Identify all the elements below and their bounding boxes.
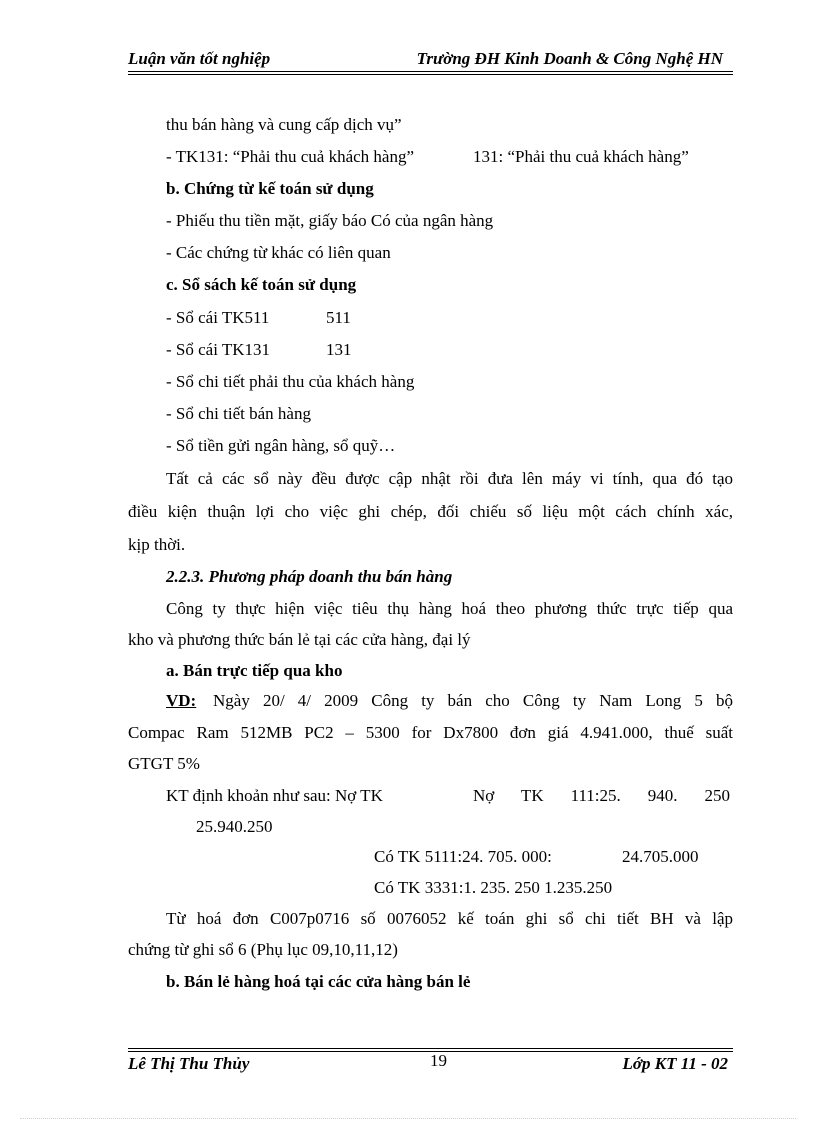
header-university: Trường ĐH Kinh Doanh & Công Nghệ HN [416, 49, 723, 68]
paragraph-line: kho và phương thức bán lẻ tại các cửa hàng, đại lý [128, 630, 471, 649]
body-line: - Phiếu thu tiền mặt, giấy báo Có của ngân hàng [166, 211, 494, 230]
paragraph-line: chứng từ ghi sổ 6 (Phụ lục 09,10,11,12) [128, 940, 398, 959]
subheading: c. Sổ sách kế toán sử dụng [166, 275, 357, 294]
journal-entry-debit: Nợ TK 111:25. 940. 250 [473, 786, 730, 805]
subheading: a. Bán trực tiếp qua kho [166, 661, 343, 680]
paragraph-line: Tất cả các sổ này đều được cập nhật rồi đưa lên máy vi tính, qua đó tạo [166, 469, 733, 488]
header-rule [128, 71, 733, 72]
example-line: Ngày 20/ 4/ 2009 Công ty bán cho Công ty Nam Long 5 bộ [213, 691, 733, 710]
journal-entry-credit-value: 24.705.000 [622, 847, 699, 866]
page-number: 19 [430, 1051, 447, 1070]
example-line: GTGT 5% [128, 754, 200, 773]
body-line: - Sổ cái TK511 [166, 308, 270, 327]
footer-author: Lê Thị Thu Thủy [128, 1054, 250, 1073]
body-line: 511 [326, 308, 351, 327]
body-line: - Sổ tiền gửi ngân hàng, sổ quỹ… [166, 436, 396, 455]
body-line: - Sổ chi tiết bán hàng [166, 404, 311, 423]
body-line: - TK131: “Phải thu cuả khách hàng” [166, 147, 415, 166]
subheading: b. Chứng từ kế toán sử dụng [166, 179, 374, 198]
example-line: Compac Ram 512MB PC2 – 5300 for Dx7800 đơn giá 4.941.000, thuế suất [128, 723, 733, 742]
paragraph-line: Từ hoá đơn C007p0716 số 0076052 kế toán ghi sổ chi tiết BH và lập [166, 909, 733, 928]
page-edge [20, 1118, 796, 1119]
footer-rule [128, 1048, 733, 1049]
footer-class: Lớp KT 11 - 02 [622, 1054, 728, 1073]
section-heading: 2.2.3. Phương pháp doanh thu bán hàng [166, 567, 453, 586]
paragraph-line: điều kiện thuận lợi cho việc ghi chép, đối chiếu số liệu một cách chính xác, [128, 502, 733, 521]
journal-entry-credit: Có TK 5111:24. 705. 000: [374, 847, 552, 866]
header-rule-2 [128, 74, 733, 75]
body-line: 131: “Phải thu cuả khách hàng” [473, 147, 689, 166]
body-line: - Sổ cái TK131 [166, 340, 271, 359]
body-line: - Sổ chi tiết phải thu của khách hàng [166, 372, 415, 391]
subheading: b. Bán lẻ hàng hoá tại các cửa hàng bán lẻ [166, 972, 471, 991]
body-line: thu bán hàng và cung cấp dịch vụ” [166, 115, 402, 134]
page-header [128, 47, 733, 73]
header-thesis-title: Luận văn tốt nghiệp [128, 49, 271, 68]
journal-entry-credit: Có TK 3331:1. 235. 250 1.235.250 [374, 878, 613, 897]
paragraph-line: Công ty thực hiện việc tiêu thụ hàng hoá theo phương thức trực tiếp qua [166, 599, 733, 618]
example-label: VD: [166, 691, 197, 710]
body-line: 131 [326, 340, 352, 359]
body-line: - Các chứng từ khác có liên quan [166, 243, 391, 262]
paragraph-line: kịp thời. [128, 535, 186, 554]
journal-entry-value: 25.940.250 [196, 817, 273, 836]
journal-entry-label: KT định khoản như sau: Nợ TK [166, 786, 383, 805]
